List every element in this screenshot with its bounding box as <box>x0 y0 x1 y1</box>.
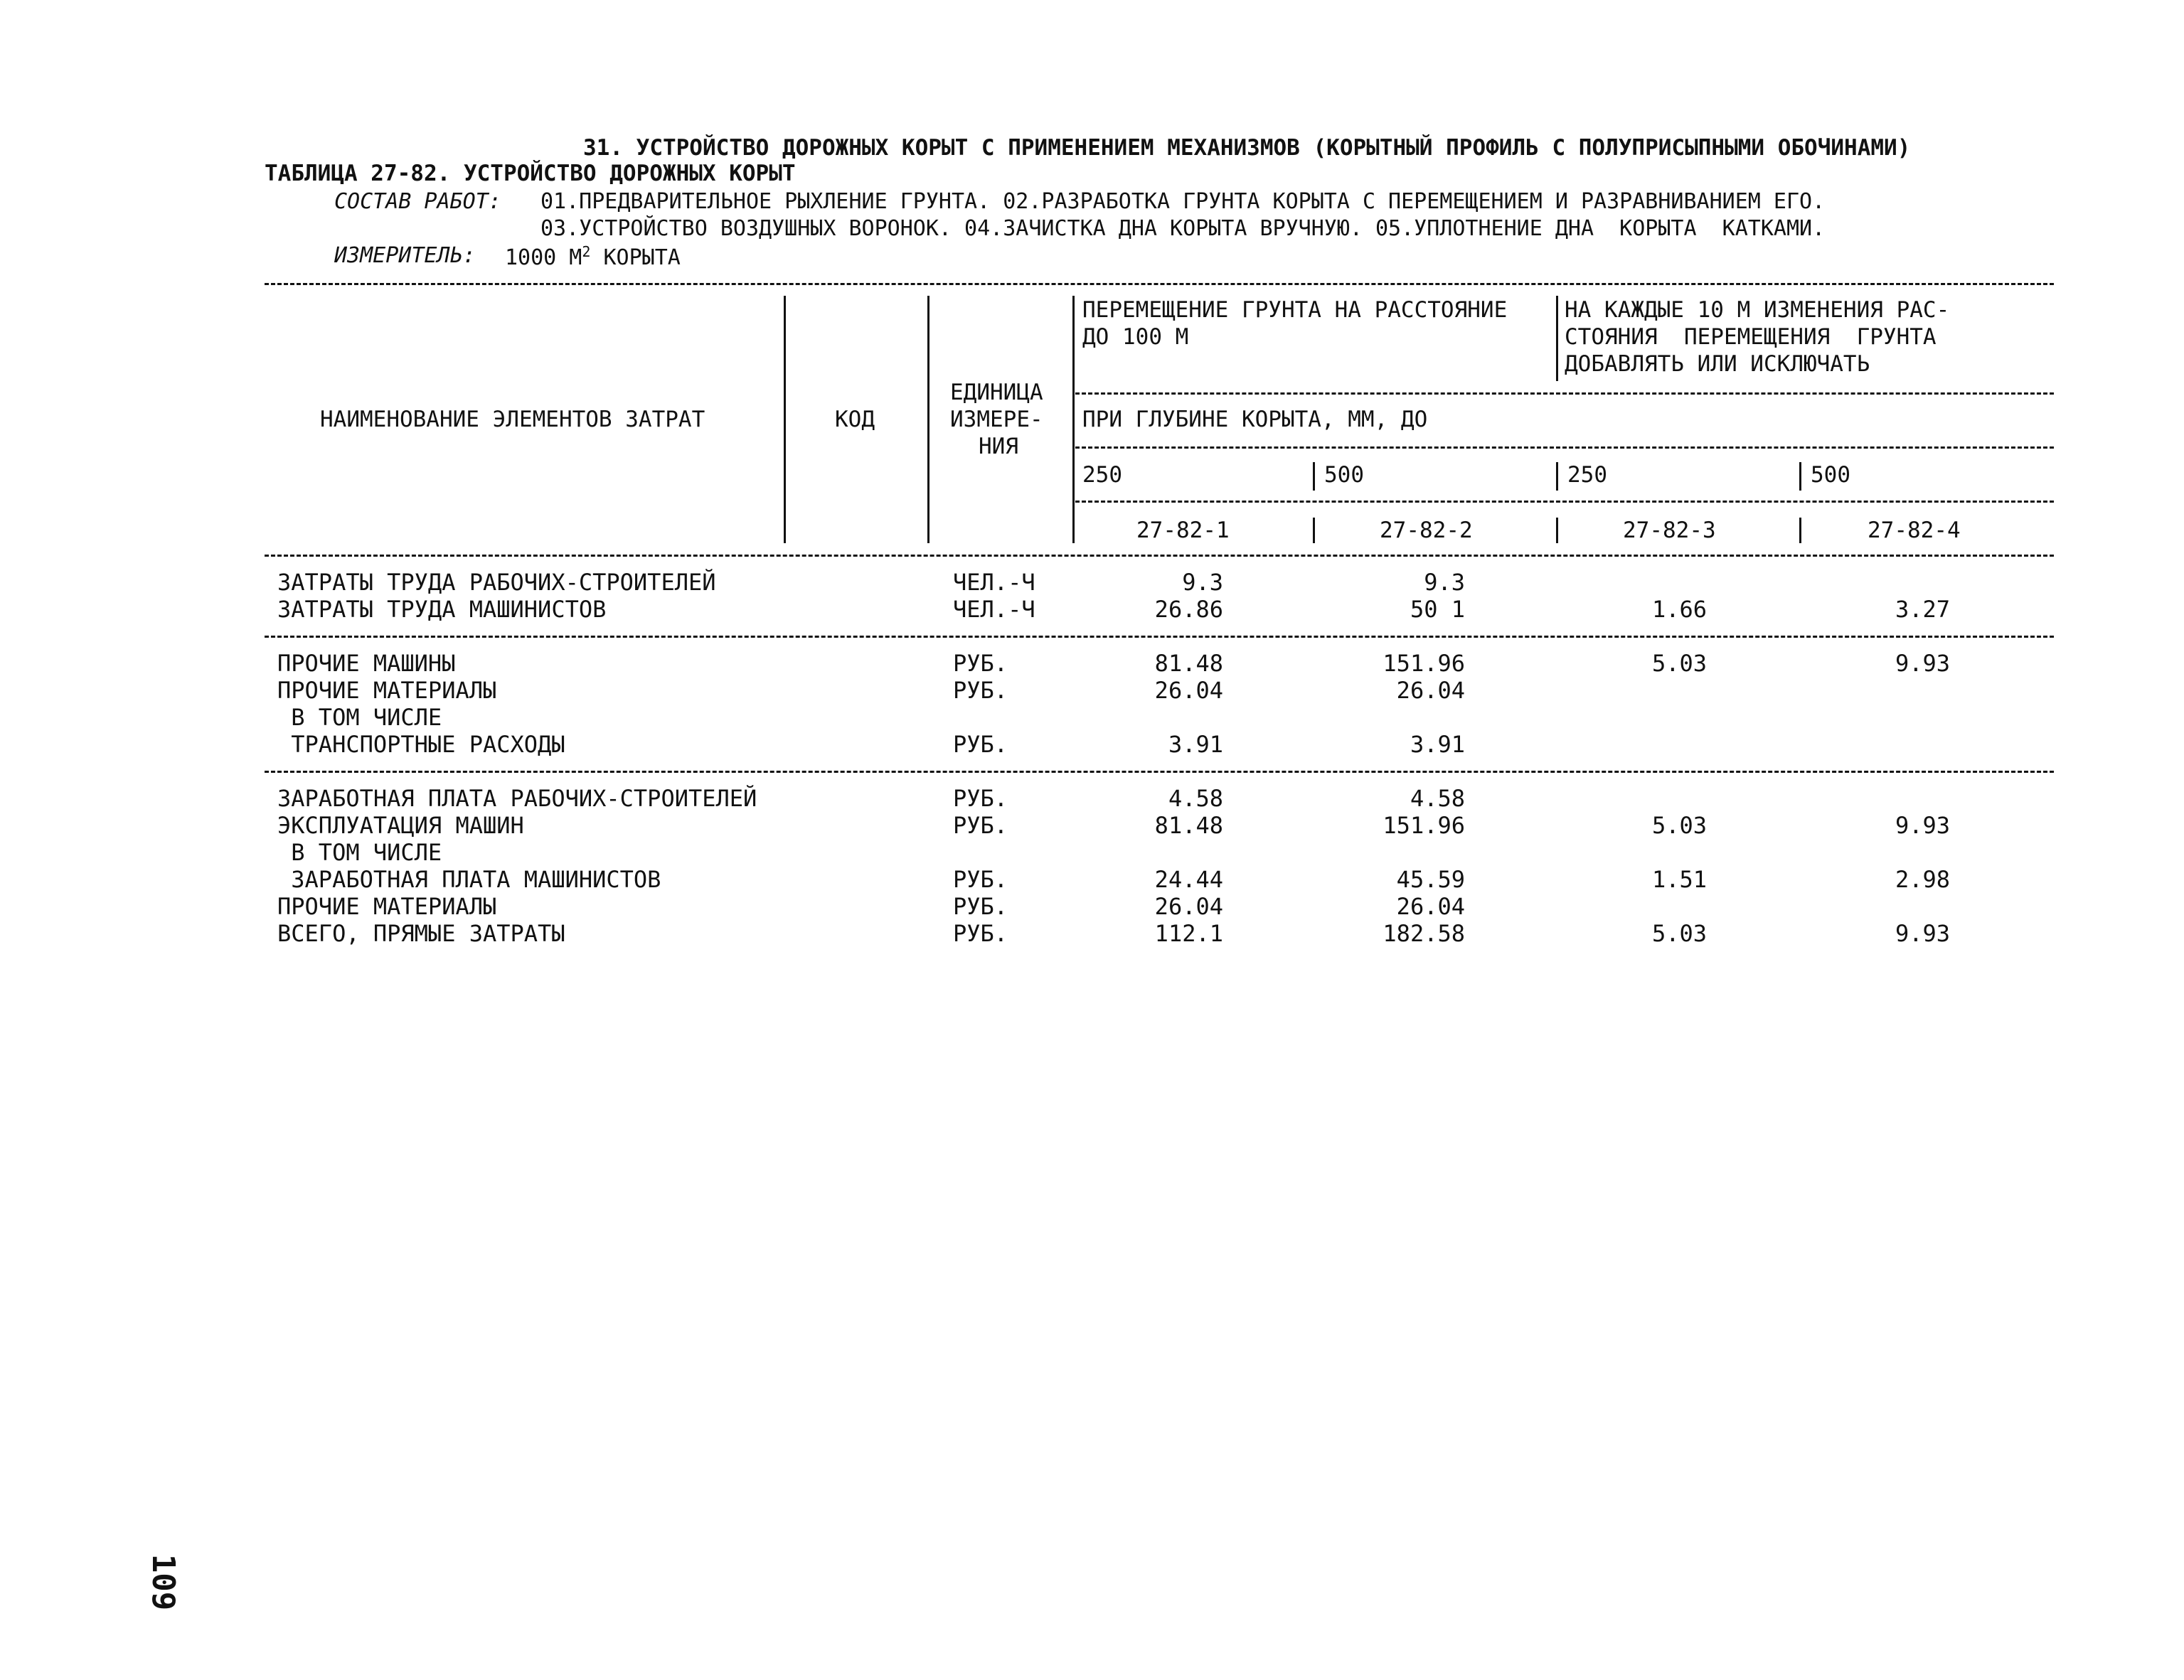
row-name: ПРОЧИЕ МАТЕРИАЛЫ <box>277 677 497 704</box>
header-divider-code-1 <box>1313 518 1315 543</box>
row-name: ЗАТРАТЫ ТРУДА МАШИНИСТОВ <box>277 596 607 623</box>
row-name: ПРОЧИЕ МАТЕРИАЛЫ <box>277 893 497 920</box>
header-unit-line-1: ЕДИНИЦА <box>950 380 1043 405</box>
group-rule-1 <box>265 636 2054 638</box>
header-divider-unit-values <box>1072 296 1075 543</box>
row-name: ТРАНСПОРТНЫЕ РАСХОДЫ <box>277 731 565 758</box>
row-name: ЗАТРАТЫ ТРУДА РАБОЧИХ-СТРОИТЕЛЕЙ <box>277 569 716 596</box>
header-code-2: 27-82-2 <box>1380 518 1473 543</box>
group-rule-2 <box>265 771 2054 773</box>
row-name: ЗАРАБОТНАЯ ПЛАТА РАБОЧИХ-СТРОИТЕЛЕЙ <box>277 785 757 812</box>
measure-label: ИЗМЕРИТЕЛЬ: <box>334 243 476 268</box>
header-depth-2: 500 <box>1324 462 1364 488</box>
row-value-1: 81.48 <box>1154 650 1223 677</box>
measure-value: 1000 $М^2$ КОРЫТА <box>505 243 681 270</box>
row-value-1: 26.04 <box>1154 677 1223 704</box>
row-value-3: 5.03 <box>1651 920 1707 947</box>
header-rule-2 <box>1075 446 2054 449</box>
header-group2-line-1: НА КАЖДЫЕ 10 М ИЗМЕНЕНИЯ РАС- <box>1565 297 1950 323</box>
row-value-2: 9.3 <box>1424 569 1465 596</box>
table-title: ТАБЛИЦА 27-82. УСТРОЙСТВО ДОРОЖНЫХ КОРЫТ <box>265 161 796 186</box>
row-unit: ЧЕЛ.-Ч <box>953 596 1035 623</box>
row-value-3: 1.66 <box>1651 596 1707 623</box>
row-value-4: 2.98 <box>1895 866 1950 893</box>
row-value-3: 1.51 <box>1651 866 1707 893</box>
row-value-2: 3.91 <box>1410 731 1465 758</box>
row-value-3: 5.03 <box>1651 650 1707 677</box>
header-rule-1 <box>1075 392 2054 395</box>
row-unit: РУБ. <box>953 893 1008 920</box>
header-divider-name-code <box>784 296 786 543</box>
header-depth-1: 250 <box>1082 462 1122 488</box>
composition-line-1: 01.ПРЕДВАРИТЕЛЬНОЕ РЫХЛЕНИЕ ГРУНТА. 02.РАЗРАБОТКА ГРУНТА КОРЫТА С ПЕРЕМЕЩЕНИЕМ И РАЗРАВНИВАНИЕМ ЕГО. <box>540 189 1826 214</box>
header-group2-line-2: СТОЯНИЯ ПЕРЕМЕЩЕНИЯ ГРУНТА <box>1565 324 1937 350</box>
row-value-1: 24.44 <box>1154 866 1223 893</box>
row-value-1: 26.86 <box>1154 596 1223 623</box>
header-name-column: НАИМЕНОВАНИЕ ЭЛЕМЕНТОВ ЗАТРАТ <box>320 407 705 432</box>
section-title: 31. УСТРОЙСТВО ДОРОЖНЫХ КОРЫТ С ПРИМЕНЕНИЕМ МЕХАНИЗМОВ (КОРЫТНЫЙ ПРОФИЛЬ С ПОЛУПРИСЫПНЫМИ ОБОЧИНАМИ) <box>583 135 1911 161</box>
header-depth-4: 500 <box>1811 462 1850 488</box>
header-group2-line-3: ДОБАВЛЯТЬ ИЛИ ИСКЛЮЧАТЬ <box>1565 351 1870 377</box>
header-divider-code-unit <box>927 296 929 543</box>
row-name: В ТОМ ЧИСЛЕ <box>277 704 442 731</box>
row-value-3: 5.03 <box>1651 812 1707 839</box>
row-unit: РУБ. <box>953 866 1008 893</box>
header-divider-depth-2 <box>1556 462 1558 491</box>
header-depth-label: ПРИ ГЛУБИНЕ КОРЫТА, ММ, ДО <box>1082 407 1428 432</box>
row-value-1: 81.48 <box>1154 812 1223 839</box>
row-value-2: 151.96 <box>1383 812 1465 839</box>
row-unit: РУБ. <box>953 650 1008 677</box>
header-divider-depth-3 <box>1799 462 1801 491</box>
header-code-4: 27-82-4 <box>1868 518 1961 543</box>
row-value-1: 3.91 <box>1168 731 1223 758</box>
row-value-4: 9.93 <box>1895 650 1950 677</box>
header-unit-line-3: НИЯ <box>979 434 1018 459</box>
row-name: ЗАРАБОТНАЯ ПЛАТА МАШИНИСТОВ <box>277 866 661 893</box>
row-value-2: 151.96 <box>1383 650 1465 677</box>
row-value-4: 9.93 <box>1895 812 1950 839</box>
row-value-2: 26.04 <box>1396 893 1465 920</box>
row-value-1: 112.1 <box>1154 920 1223 947</box>
row-value-2: 4.58 <box>1410 785 1465 812</box>
row-value-2: 50 1 <box>1410 596 1465 623</box>
row-value-2: 45.59 <box>1396 866 1465 893</box>
row-name: ВСЕГО, ПРЯМЫЕ ЗАТРАТЫ <box>277 920 565 947</box>
header-divider-code-3 <box>1799 518 1801 543</box>
page-number: 109 <box>145 1553 182 1611</box>
row-value-2: 182.58 <box>1383 920 1465 947</box>
row-unit: РУБ. <box>953 812 1008 839</box>
header-divider-depth-1 <box>1313 462 1315 491</box>
table-top-rule <box>265 283 2054 285</box>
header-code-3: 27-82-3 <box>1623 518 1716 543</box>
header-group1-line-2: ДО 100 М <box>1082 324 1189 350</box>
composition-line-2: 03.УСТРОЙСТВО ВОЗДУШНЫХ ВОРОНОК. 04.ЗАЧИСТКА ДНА КОРЫТА ВРУЧНУЮ. 05.УПЛОТНЕНИЕ ДНА КОРЫТА КАТКАМИ. <box>540 216 1826 241</box>
row-value-1: 4.58 <box>1168 785 1223 812</box>
header-divider-code-2 <box>1556 518 1558 543</box>
header-depth-3: 250 <box>1567 462 1607 488</box>
row-unit: РУБ. <box>953 677 1008 704</box>
row-value-1: 26.04 <box>1154 893 1223 920</box>
row-value-1: 9.3 <box>1182 569 1223 596</box>
header-rule-3 <box>1075 501 2054 503</box>
row-name: ПРОЧИЕ МАШИНЫ <box>277 650 456 677</box>
row-name: ЭКСПЛУАТАЦИЯ МАШИН <box>277 812 524 839</box>
row-unit: ЧЕЛ.-Ч <box>953 569 1035 596</box>
row-unit: РУБ. <box>953 731 1008 758</box>
header-bottom-rule <box>265 555 2054 557</box>
row-unit: РУБ. <box>953 920 1008 947</box>
row-name: В ТОМ ЧИСЛЕ <box>277 839 442 866</box>
measure-superscript: 2 <box>582 243 591 260</box>
row-value-4: 3.27 <box>1895 596 1950 623</box>
header-divider-groups <box>1556 296 1558 381</box>
row-value-2: 26.04 <box>1396 677 1465 704</box>
header-group1-line-1: ПЕРЕМЕЩЕНИЕ ГРУНТА НА РАССТОЯНИЕ <box>1082 297 1508 323</box>
row-value-4: 9.93 <box>1895 920 1950 947</box>
row-unit: РУБ. <box>953 785 1008 812</box>
header-code-1: 27-82-1 <box>1136 518 1230 543</box>
header-code-column: КОД <box>835 407 875 432</box>
header-unit-line-2: ИЗМЕРЕ- <box>950 407 1043 432</box>
composition-label: СОСТАВ РАБОТ: <box>334 189 501 214</box>
